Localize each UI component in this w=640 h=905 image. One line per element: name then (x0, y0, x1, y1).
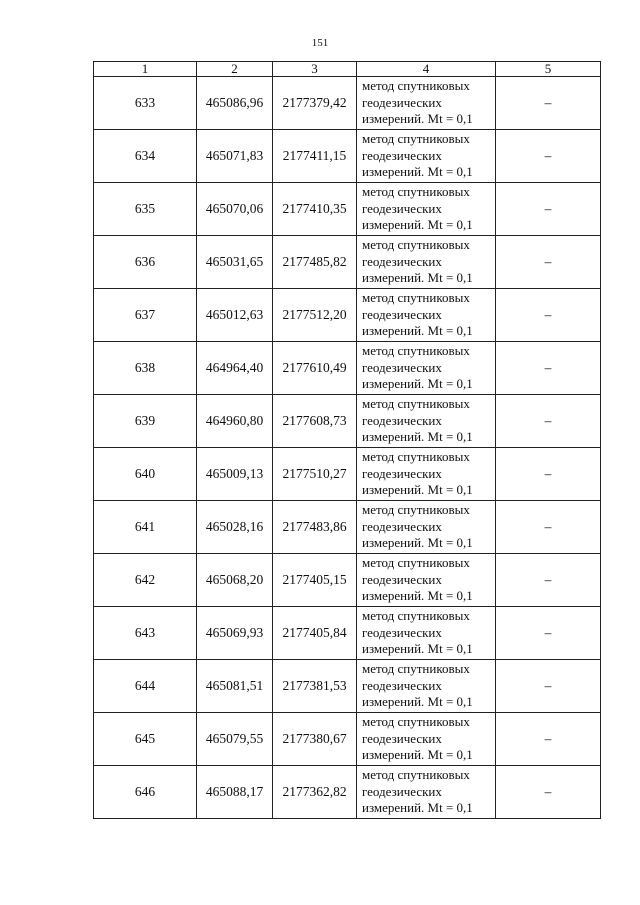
y-coordinate-cell: 2177483,86 (273, 501, 357, 554)
note-cell: – (496, 554, 601, 607)
method-line: геодезических (362, 571, 442, 587)
table-row (94, 183, 601, 236)
note-cell: – (496, 236, 601, 289)
method-cell (357, 395, 496, 448)
y-coordinate-cell: 2177405,15 (273, 554, 357, 607)
method-cell (357, 501, 496, 554)
y-coordinate-cell: 2177379,42 (273, 77, 357, 130)
note-cell: – (496, 183, 601, 236)
method-line: геодезических (362, 412, 442, 428)
method-line: геодезических (362, 306, 442, 322)
table-row (94, 554, 601, 607)
note-cell: – (496, 77, 601, 130)
x-coordinate-cell: 464960,80 (197, 395, 273, 448)
method-cell (357, 236, 496, 289)
table-body (94, 77, 601, 819)
y-coordinate-cell: 2177411,15 (273, 130, 357, 183)
method-line: геодезических (362, 677, 442, 693)
x-coordinate-cell: 465081,51 (197, 660, 273, 713)
point-number-cell: 636 (94, 236, 197, 289)
column-header-note: 5 (496, 62, 601, 77)
point-number-cell: 645 (94, 713, 197, 766)
point-number-cell: 641 (94, 501, 197, 554)
y-coordinate-cell: 2177405,84 (273, 607, 357, 660)
x-coordinate-cell: 465088,17 (197, 766, 273, 819)
x-coordinate-cell: 465009,13 (197, 448, 273, 501)
x-coordinate-cell: 465031,65 (197, 236, 273, 289)
note-cell: – (496, 395, 601, 448)
method-line: измерений. Mt = 0,1 (362, 694, 473, 710)
method-cell (357, 607, 496, 660)
y-coordinate-cell: 2177510,27 (273, 448, 357, 501)
method-line: измерений. Mt = 0,1 (362, 747, 473, 763)
x-coordinate-cell: 465079,55 (197, 713, 273, 766)
point-number-cell: 643 (94, 607, 197, 660)
method-cell (357, 289, 496, 342)
method-line: метод спутниковых (362, 449, 470, 465)
y-coordinate-cell: 2177362,82 (273, 766, 357, 819)
note-cell: – (496, 130, 601, 183)
note-cell: – (496, 660, 601, 713)
method-cell (357, 342, 496, 395)
method-cell (357, 183, 496, 236)
y-coordinate-cell: 2177380,67 (273, 713, 357, 766)
point-number-cell: 640 (94, 448, 197, 501)
column-header-method: 4 (357, 62, 496, 77)
method-line: измерений. Mt = 0,1 (362, 429, 473, 445)
x-coordinate-cell: 464964,40 (197, 342, 273, 395)
note-cell: – (496, 607, 601, 660)
column-header-point: 1 (94, 62, 197, 77)
method-line: измерений. Mt = 0,1 (362, 111, 473, 127)
x-coordinate-cell: 465070,06 (197, 183, 273, 236)
note-cell: – (496, 289, 601, 342)
method-line: геодезических (362, 94, 442, 110)
point-number-cell: 644 (94, 660, 197, 713)
method-line: метод спутниковых (362, 184, 470, 200)
point-number-cell: 642 (94, 554, 197, 607)
method-line: измерений. Mt = 0,1 (362, 164, 473, 180)
x-coordinate-cell: 465068,20 (197, 554, 273, 607)
table-row (94, 395, 601, 448)
method-line: геодезических (362, 359, 442, 375)
y-coordinate-cell: 2177381,53 (273, 660, 357, 713)
method-line: метод спутниковых (362, 502, 470, 518)
method-line: измерений. Mt = 0,1 (362, 800, 473, 816)
method-line: измерений. Mt = 0,1 (362, 588, 473, 604)
x-coordinate-cell: 465028,16 (197, 501, 273, 554)
table-row (94, 501, 601, 554)
method-cell (357, 766, 496, 819)
x-coordinate-cell: 465012,63 (197, 289, 273, 342)
table-row (94, 607, 601, 660)
method-line: измерений. Mt = 0,1 (362, 641, 473, 657)
method-line: метод спутниковых (362, 78, 470, 94)
method-line: измерений. Mt = 0,1 (362, 535, 473, 551)
header-row (94, 62, 601, 77)
method-line: метод спутниковых (362, 343, 470, 359)
y-coordinate-cell: 2177608,73 (273, 395, 357, 448)
method-line: измерений. Mt = 0,1 (362, 270, 473, 286)
note-cell: – (496, 766, 601, 819)
method-line: геодезических (362, 783, 442, 799)
method-line: измерений. Mt = 0,1 (362, 217, 473, 233)
note-cell: – (496, 448, 601, 501)
point-number-cell: 639 (94, 395, 197, 448)
method-line: метод спутниковых (362, 290, 470, 306)
table-row (94, 713, 601, 766)
page-number: 151 (311, 37, 329, 49)
method-cell (357, 130, 496, 183)
y-coordinate-cell: 2177610,49 (273, 342, 357, 395)
method-cell (357, 448, 496, 501)
method-cell (357, 554, 496, 607)
y-coordinate-cell: 2177410,35 (273, 183, 357, 236)
method-line: метод спутниковых (362, 131, 470, 147)
method-line: геодезических (362, 253, 442, 269)
method-line: измерений. Mt = 0,1 (362, 376, 473, 392)
method-cell (357, 77, 496, 130)
table-row (94, 448, 601, 501)
table-row (94, 660, 601, 713)
method-line: метод спутниковых (362, 237, 470, 253)
method-line: геодезических (362, 465, 442, 481)
note-cell: – (496, 342, 601, 395)
method-line: измерений. Mt = 0,1 (362, 482, 473, 498)
coordinates-table (93, 61, 601, 819)
table-row (94, 236, 601, 289)
column-header-x: 2 (197, 62, 273, 77)
method-line: метод спутниковых (362, 608, 470, 624)
x-coordinate-cell: 465069,93 (197, 607, 273, 660)
point-number-cell: 646 (94, 766, 197, 819)
point-number-cell: 638 (94, 342, 197, 395)
table-row (94, 342, 601, 395)
table-row (94, 289, 601, 342)
note-cell: – (496, 501, 601, 554)
method-line: метод спутниковых (362, 555, 470, 571)
method-line: геодезических (362, 730, 442, 746)
method-line: метод спутниковых (362, 714, 470, 730)
x-coordinate-cell: 465071,83 (197, 130, 273, 183)
method-cell (357, 713, 496, 766)
table-row (94, 77, 601, 130)
method-line: геодезических (362, 518, 442, 534)
note-cell: – (496, 713, 601, 766)
method-cell (357, 660, 496, 713)
point-number-cell: 633 (94, 77, 197, 130)
point-number-cell: 634 (94, 130, 197, 183)
point-number-cell: 635 (94, 183, 197, 236)
point-number-cell: 637 (94, 289, 197, 342)
method-line: геодезических (362, 624, 442, 640)
method-line: геодезических (362, 200, 442, 216)
method-line: метод спутниковых (362, 396, 470, 412)
y-coordinate-cell: 2177485,82 (273, 236, 357, 289)
method-line: геодезических (362, 147, 442, 163)
table-row (94, 130, 601, 183)
table-header (94, 62, 601, 77)
column-header-y: 3 (273, 62, 357, 77)
table-row (94, 766, 601, 819)
method-line: метод спутниковых (362, 767, 470, 783)
x-coordinate-cell: 465086,96 (197, 77, 273, 130)
y-coordinate-cell: 2177512,20 (273, 289, 357, 342)
method-line: измерений. Mt = 0,1 (362, 323, 473, 339)
method-line: метод спутниковых (362, 661, 470, 677)
